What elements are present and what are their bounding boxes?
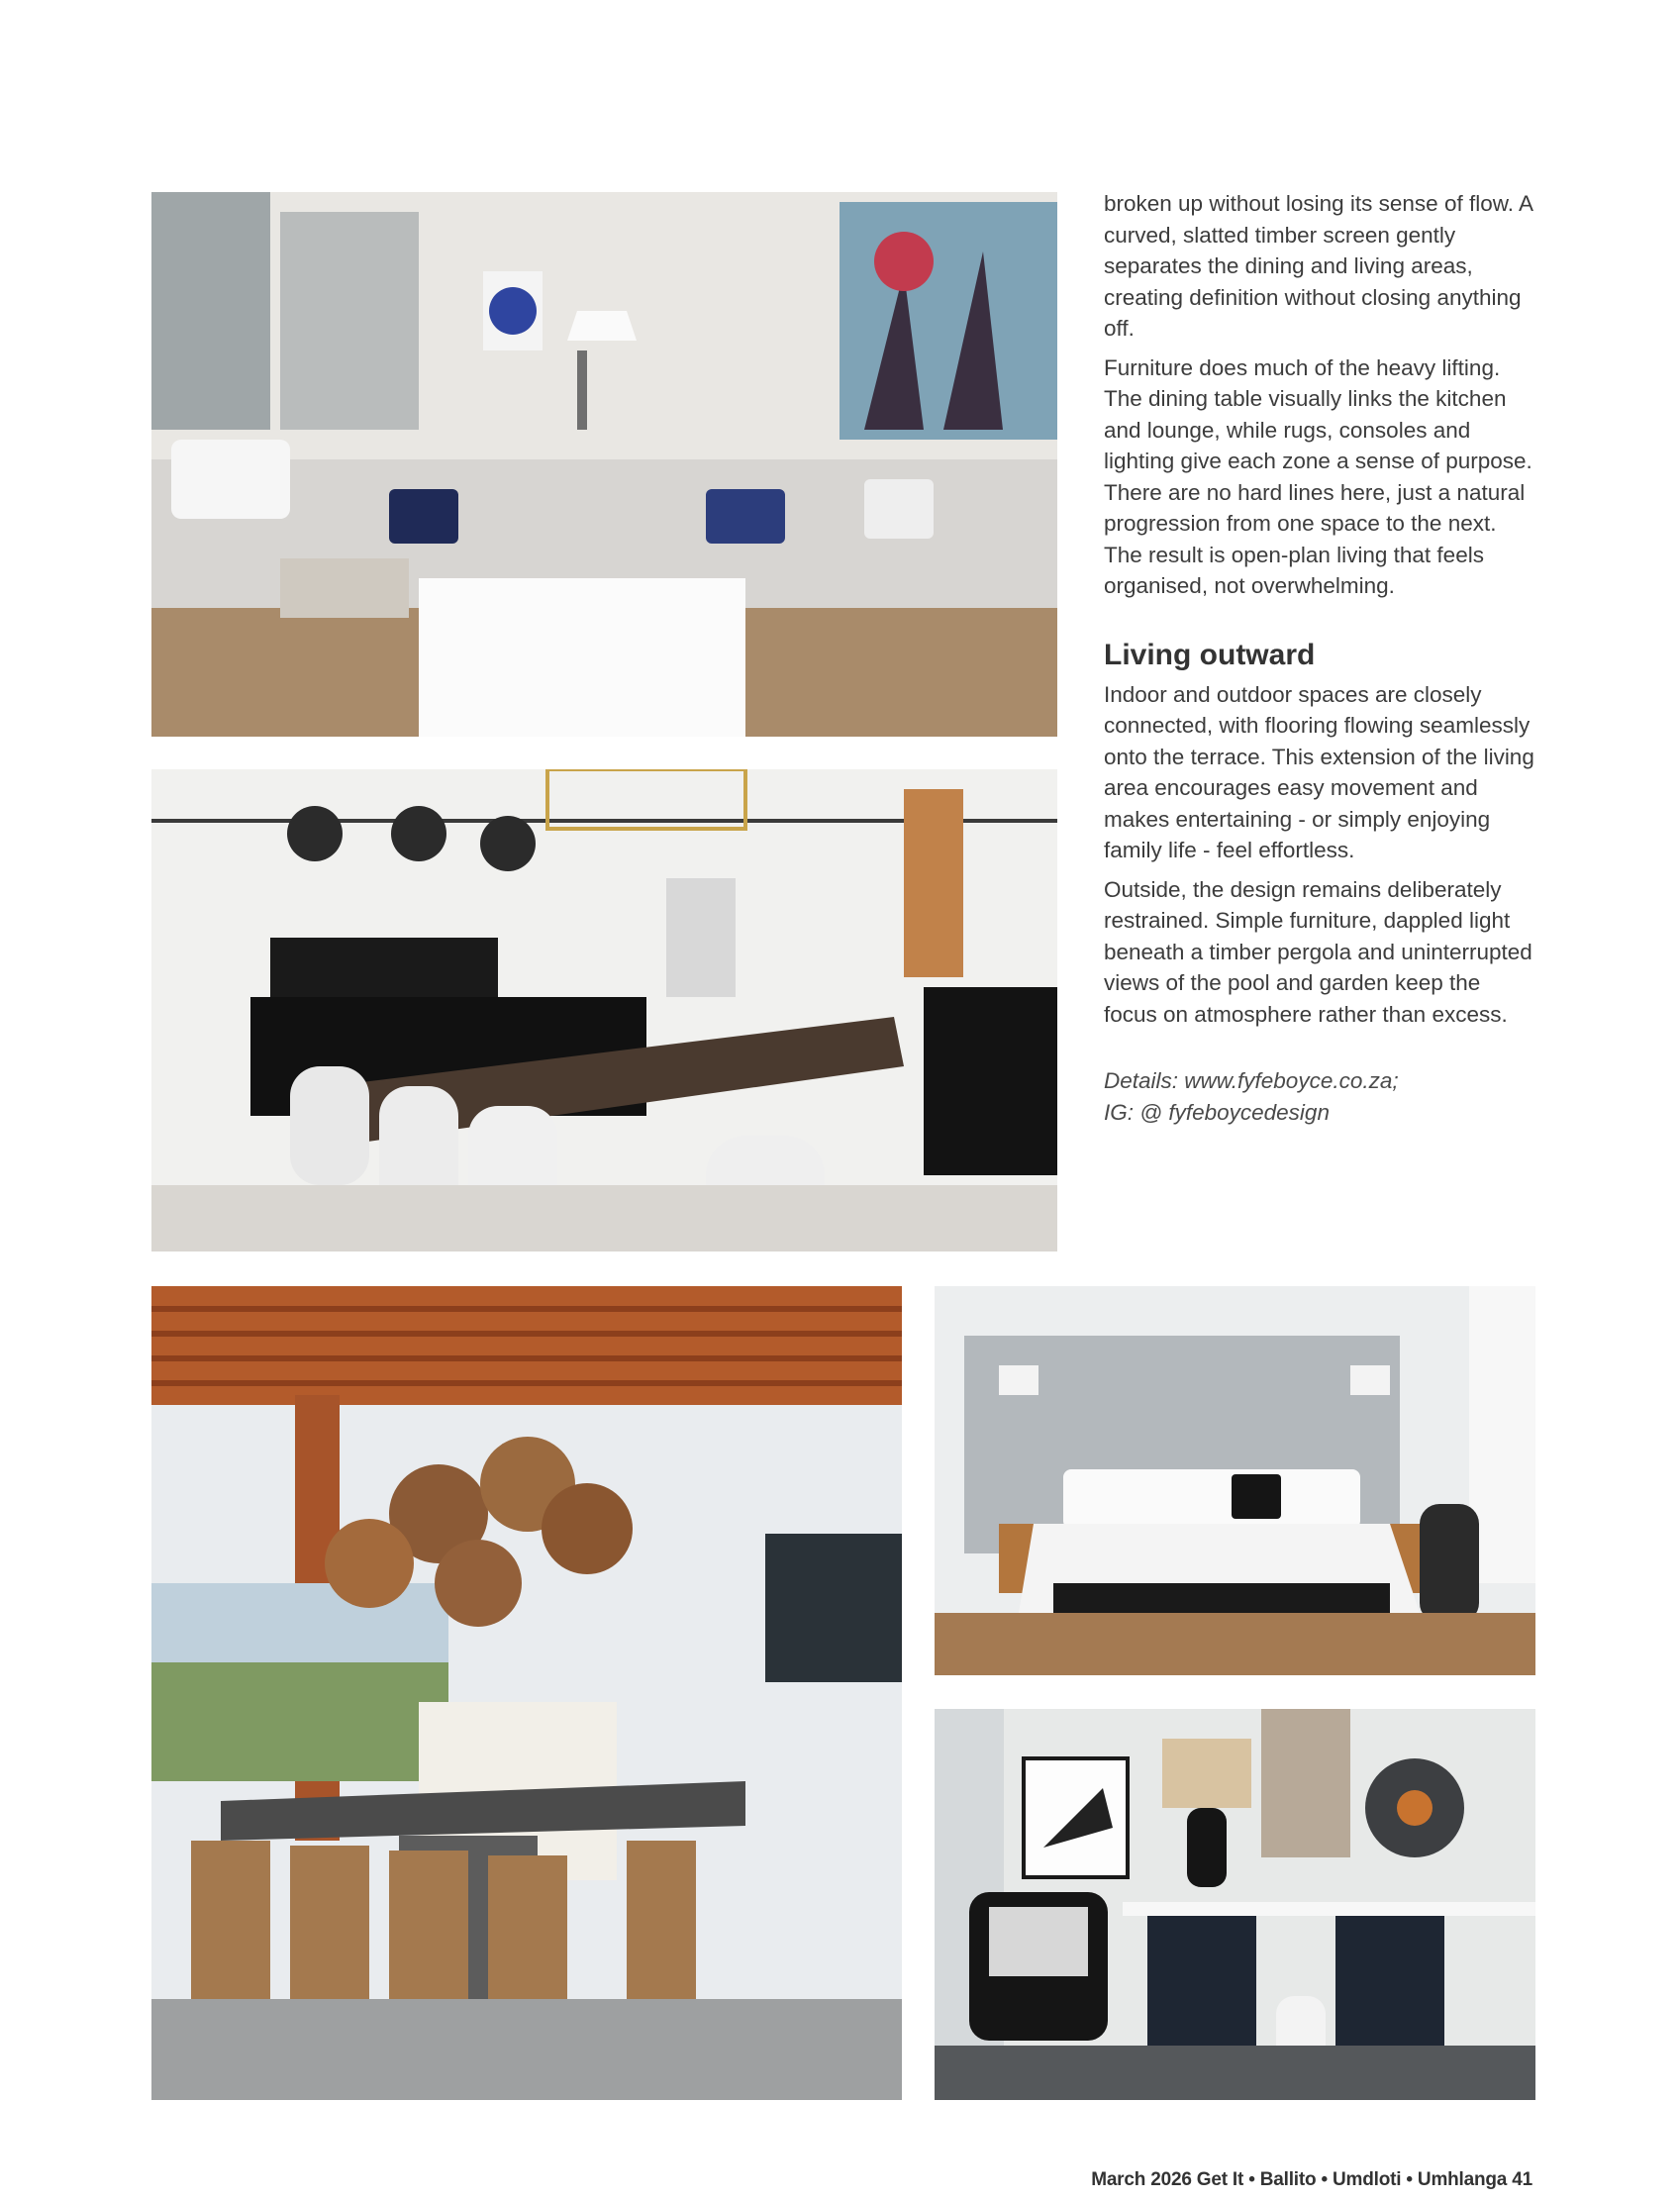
outdoor-dining-photo: [151, 1286, 902, 2100]
credits: [1104, 1065, 1539, 1128]
article-paragraph: Outside, the design remains deliberately restrained. Simple furniture, dappled light beneath a timber pergola and uninterrupted views of the pool and garden keep the focus on atmosphere rather than excess.: [1104, 876, 1532, 1027]
article-paragraph: Indoor and outdoor spaces are closely connected, with flooring flowing seamlessly onto the terrace. This extension of the living area encourages easy movement and makes entertaining - or simply enjoying family life - feel effortless.: [1104, 681, 1534, 862]
article-paragraph: Furniture does much of the heavy lifting. The dining table visually links the kitchen and lounge, while rugs, consoles and lighting give each zone a sense of purpose. There are no hard lines here, just a natural progression from one space to the next. The result is open-plan living that feels organised, not overwhelming.: [1104, 354, 1532, 598]
living-room-photo: [151, 192, 1057, 737]
article-paragraph: broken up without losing its sense of flow. A curved, slatted timber screen gently separates the dining and living areas, creating definition without closing anything off.: [1104, 191, 1532, 341]
credits-instagram: IG: @ fyfeboycedesign: [1104, 1099, 1330, 1125]
credits-details: Details: www.fyfeboyce.co.za;: [1104, 1068, 1399, 1093]
console-hallway-photo: [935, 1709, 1535, 2100]
kitchen-dining-photo: [151, 769, 1057, 1251]
article-column: [1104, 188, 1539, 1128]
page-footer: March 2026 Get It • Ballito • Umdloti • Umhlanga 41: [1091, 2169, 1532, 2190]
bedroom-photo: [935, 1286, 1535, 1675]
section-heading: Living outward: [1104, 638, 1316, 671]
